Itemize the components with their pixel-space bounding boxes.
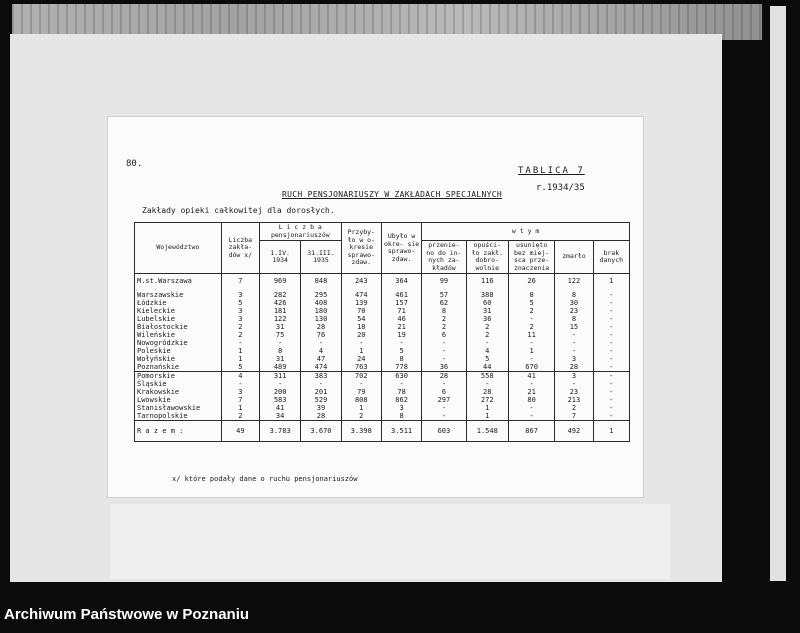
table-cell: 7 xyxy=(221,274,259,286)
table-cell: 26 xyxy=(508,274,554,286)
table-cell: 426 xyxy=(259,299,300,307)
table-cell: 122 xyxy=(555,274,593,286)
table-cell: 116 xyxy=(466,274,508,286)
table-row xyxy=(135,380,630,388)
table-cell: 630 xyxy=(381,372,421,381)
table-cell: 3 xyxy=(555,355,593,363)
table-cell: 28 xyxy=(466,388,508,396)
table-cell: 34 xyxy=(259,412,300,421)
table-cell: 41 xyxy=(259,404,300,412)
table-cell: 4 xyxy=(221,372,259,381)
table-cell: 461 xyxy=(381,291,421,299)
table-cell: 99 xyxy=(422,274,466,286)
row-label: Warszawskie xyxy=(135,291,222,299)
table-row xyxy=(135,388,630,396)
table-cell: 62 xyxy=(422,299,466,307)
table-cell: 47 xyxy=(301,355,341,363)
table-cell: 31 xyxy=(259,355,300,363)
table-cell: 75 xyxy=(259,331,300,339)
table-cell: 489 xyxy=(259,363,300,372)
table-cell: 21 xyxy=(508,388,554,396)
table-cell: 1 xyxy=(508,347,554,355)
table-cell: - xyxy=(593,355,629,363)
table-cell: 130 xyxy=(301,315,341,323)
table-cell: 213 xyxy=(555,396,593,404)
table-cell: 181 xyxy=(259,307,300,315)
table-cell: 2 xyxy=(466,331,508,339)
table-row xyxy=(135,396,630,404)
header-liczba-zakladow: Liczba zakła- dów x/ xyxy=(221,223,259,274)
table-cell: 2 xyxy=(221,412,259,421)
row-label: Tarnopolskie xyxy=(135,412,222,421)
table-row xyxy=(135,412,630,421)
row-label: Lwowskie xyxy=(135,396,222,404)
header-w-tym: w t y m xyxy=(422,223,630,241)
table-cell: 8 xyxy=(381,412,421,421)
table-cell: 7 xyxy=(555,412,593,421)
header-usunieto: usunięto bez miej- sca prze- znaczenia xyxy=(508,241,554,274)
table-cell: 28 xyxy=(422,372,466,381)
table-cell: 71 xyxy=(381,307,421,315)
table-cell: 46 xyxy=(381,315,421,323)
table-cell: 670 xyxy=(508,363,554,372)
table-cell: 8 xyxy=(555,315,593,323)
table-cell: 8 xyxy=(508,291,554,299)
table-cell: 3 xyxy=(381,404,421,412)
table-cell: - xyxy=(593,299,629,307)
table-cell: - xyxy=(593,363,629,372)
table-row xyxy=(135,323,630,331)
table-cell: - xyxy=(555,347,593,355)
table-cell: 2 xyxy=(341,412,381,421)
table-cell: - xyxy=(259,380,300,388)
table-cell: - xyxy=(422,339,466,347)
table-cell: 1 xyxy=(341,347,381,355)
document-subtitle: Zakłady opieki całkowitej dla dorosłych. xyxy=(142,206,335,215)
archive-caption: Archiwum Państwowe w Poznaniu xyxy=(4,606,250,623)
header-przeniesiono: przenie- no do in- nych za- kładów xyxy=(422,241,466,274)
table-cell: 969 xyxy=(259,274,300,286)
table-cell: 3 xyxy=(555,372,593,381)
table-cell: 201 xyxy=(301,388,341,396)
header-ubylo: Ubyło w okre- sie sprawo- zdaw. xyxy=(381,223,421,274)
table-cell: - xyxy=(508,380,554,388)
table-cell: - xyxy=(301,380,341,388)
table-cell: 180 xyxy=(301,307,341,315)
table-cell: 28 xyxy=(301,412,341,421)
header-wojewodztwo: Województwo xyxy=(135,223,222,274)
document-sheet xyxy=(108,117,643,497)
table-cell: 23 xyxy=(555,307,593,315)
table-cell: 2 xyxy=(555,404,593,412)
table-cell: - xyxy=(259,339,300,347)
table-cell: 5 xyxy=(466,355,508,363)
year-label: r.1934/35 xyxy=(536,183,585,193)
table-cell: 383 xyxy=(301,372,341,381)
table-cell: 282 xyxy=(259,291,300,299)
table-cell: - xyxy=(593,339,629,347)
table-cell: 2 xyxy=(466,323,508,331)
table-cell: 8 xyxy=(555,291,593,299)
total-cell: 1 xyxy=(593,421,629,442)
table-cell: 8 xyxy=(259,347,300,355)
table-cell: 5 xyxy=(508,299,554,307)
row-label: Lubelskie xyxy=(135,315,222,323)
right-page-edge xyxy=(770,6,786,581)
table-cell: 39 xyxy=(301,404,341,412)
table-cell: - xyxy=(555,331,593,339)
table-cell: - xyxy=(508,412,554,421)
table-cell: 5 xyxy=(221,299,259,307)
table-row xyxy=(135,315,630,323)
total-cell: 3.783 xyxy=(259,421,300,442)
table-cell: 5 xyxy=(221,363,259,372)
table-cell: - xyxy=(508,404,554,412)
row-label: Wileńskie xyxy=(135,331,222,339)
table-cell: 57 xyxy=(422,291,466,299)
table-cell: 41 xyxy=(508,372,554,381)
table-cell: - xyxy=(593,307,629,315)
header-date-2: 31.III. 1935 xyxy=(301,241,341,274)
total-cell: 1.548 xyxy=(466,421,508,442)
table-cell: 1 xyxy=(341,404,381,412)
table-cell: 70 xyxy=(341,307,381,315)
table-row xyxy=(135,404,630,412)
table-cell: - xyxy=(508,339,554,347)
table-cell: - xyxy=(593,291,629,299)
table-cell: 583 xyxy=(259,396,300,404)
table-row xyxy=(135,291,630,299)
table-cell: - xyxy=(466,380,508,388)
table-cell: - xyxy=(422,380,466,388)
table-cell: 20 xyxy=(341,331,381,339)
row-label: Pomorskie xyxy=(135,372,222,381)
table-row xyxy=(135,331,630,339)
header-przybylo: Przyby- ło w o- kresie sprawo- zdaw. xyxy=(341,223,381,274)
table-cell: 2 xyxy=(422,323,466,331)
total-cell: 492 xyxy=(555,421,593,442)
table-cell: - xyxy=(466,339,508,347)
table-cell: 23 xyxy=(555,388,593,396)
table-cell: 808 xyxy=(341,396,381,404)
table-cell: - xyxy=(341,339,381,347)
table-cell: 122 xyxy=(259,315,300,323)
table-cell: - xyxy=(593,380,629,388)
row-label: M.st.Warszawa xyxy=(135,274,222,286)
row-label: Wołyńskie xyxy=(135,355,222,363)
table-cell: 2 xyxy=(508,323,554,331)
table-cell: 6 xyxy=(422,331,466,339)
row-label: Kieleckie xyxy=(135,307,222,315)
table-cell: 11 xyxy=(508,331,554,339)
table-cell: 24 xyxy=(341,355,381,363)
table-cell: 702 xyxy=(341,372,381,381)
table-cell: 3 xyxy=(221,307,259,315)
header-brak-danych: brak danych xyxy=(593,241,629,274)
table-cell: - xyxy=(422,347,466,355)
table-cell: - xyxy=(593,347,629,355)
table-cell: 30 xyxy=(555,299,593,307)
table-cell: 44 xyxy=(466,363,508,372)
total-cell: 867 xyxy=(508,421,554,442)
table-row xyxy=(135,363,630,372)
table-cell: 54 xyxy=(341,315,381,323)
table-cell: 763 xyxy=(341,363,381,372)
total-row xyxy=(135,421,630,442)
table-row xyxy=(135,307,630,315)
table-cell: 8 xyxy=(422,307,466,315)
table-cell: 60 xyxy=(466,299,508,307)
table-cell: 8 xyxy=(381,355,421,363)
total-cell: 603 xyxy=(422,421,466,442)
table-cell: 243 xyxy=(341,274,381,286)
table-cell: - xyxy=(555,380,593,388)
table-cell: 778 xyxy=(381,363,421,372)
table-row xyxy=(135,274,630,286)
table-cell: 3 xyxy=(221,388,259,396)
table-cell: 2 xyxy=(221,331,259,339)
footnote: x/ które podały dane o ruchu pensjonariuszów xyxy=(172,475,358,483)
header-opuscilo: opuści- ło zakł. dobro- wolnie xyxy=(466,241,508,274)
header-liczba-pensjonariuszy: L i c z b a pensjonariuszów xyxy=(259,223,341,241)
table-cell: - xyxy=(422,404,466,412)
row-label: Nowogródzkie xyxy=(135,339,222,347)
row-label: Krakowskie xyxy=(135,388,222,396)
table-cell: - xyxy=(508,315,554,323)
table-cell: 79 xyxy=(341,388,381,396)
table-cell: 862 xyxy=(381,396,421,404)
table-row xyxy=(135,299,630,307)
total-cell: 3.511 xyxy=(381,421,421,442)
table-cell: 1 xyxy=(221,347,259,355)
table-cell: 36 xyxy=(422,363,466,372)
statistics-table xyxy=(134,222,630,442)
table-cell: 272 xyxy=(466,396,508,404)
total-cell: 3.398 xyxy=(341,421,381,442)
table-cell: 139 xyxy=(341,299,381,307)
table-cell: 36 xyxy=(466,315,508,323)
table-cell: - xyxy=(381,380,421,388)
table-cell: 2 xyxy=(221,323,259,331)
row-label: Śląskie xyxy=(135,380,222,388)
table-cell: 311 xyxy=(259,372,300,381)
table-cell: 297 xyxy=(422,396,466,404)
row-label: Poznańskie xyxy=(135,363,222,372)
table-cell: 558 xyxy=(466,372,508,381)
table-cell: 200 xyxy=(259,388,300,396)
row-label: Poleskie xyxy=(135,347,222,355)
table-cell: - xyxy=(301,339,341,347)
table-cell: 1 xyxy=(221,355,259,363)
table-cell: 31 xyxy=(466,307,508,315)
table-cell: 364 xyxy=(381,274,421,286)
table-cell: 157 xyxy=(381,299,421,307)
total-label: R a z e m : xyxy=(135,421,222,442)
table-cell: 31 xyxy=(259,323,300,331)
table-cell: - xyxy=(341,380,381,388)
table-cell: 80 xyxy=(508,396,554,404)
table-cell: 2 xyxy=(508,307,554,315)
header-zmarlo: zmarło xyxy=(555,241,593,274)
table-cell: 21 xyxy=(381,323,421,331)
table-row xyxy=(135,372,630,381)
table-label: TABLICA 7 xyxy=(518,166,585,176)
table-cell: 474 xyxy=(341,291,381,299)
table-cell: 3 xyxy=(221,315,259,323)
table-cell: 4 xyxy=(301,347,341,355)
table-cell: 848 xyxy=(301,274,341,286)
table-cell: 1 xyxy=(593,274,629,286)
table-cell: 5 xyxy=(381,347,421,355)
table-cell: - xyxy=(593,323,629,331)
table-cell: 78 xyxy=(381,388,421,396)
table-cell: - xyxy=(593,412,629,421)
table-cell: - xyxy=(381,339,421,347)
header-date-1: 1.IV. 1934 xyxy=(259,241,300,274)
row-label: Białostockie xyxy=(135,323,222,331)
table-cell: - xyxy=(422,412,466,421)
table-cell: 3 xyxy=(221,291,259,299)
table-cell: 295 xyxy=(301,291,341,299)
table-cell: 474 xyxy=(301,363,341,372)
table-cell: 15 xyxy=(555,323,593,331)
table-body xyxy=(135,274,630,421)
table-cell: 76 xyxy=(301,331,341,339)
table-cell: - xyxy=(593,404,629,412)
table-cell: 408 xyxy=(301,299,341,307)
table-cell: - xyxy=(593,388,629,396)
lower-page-fragment xyxy=(110,504,670,579)
table-cell: 529 xyxy=(301,396,341,404)
table-cell: - xyxy=(593,372,629,381)
table-cell: - xyxy=(593,315,629,323)
table-row xyxy=(135,347,630,355)
table-cell: 28 xyxy=(301,323,341,331)
table-cell: - xyxy=(555,339,593,347)
table-cell: - xyxy=(221,339,259,347)
table-cell: 1 xyxy=(466,404,508,412)
table-cell: - xyxy=(508,355,554,363)
table-cell: - xyxy=(593,331,629,339)
table-cell: - xyxy=(221,380,259,388)
table-cell: - xyxy=(593,396,629,404)
page-number: 80. xyxy=(126,159,143,169)
table-cell: - xyxy=(422,355,466,363)
table-cell: 6 xyxy=(422,388,466,396)
table-cell: 4 xyxy=(466,347,508,355)
table-row xyxy=(135,339,630,347)
table-row xyxy=(135,355,630,363)
table-cell: 7 xyxy=(221,396,259,404)
total-cell: 49 xyxy=(221,421,259,442)
total-cell: 3.670 xyxy=(301,421,341,442)
table-cell: 19 xyxy=(381,331,421,339)
document-title: RUCH PENSJONARIUSZY W ZAKŁADACH SPECJALNYCH xyxy=(282,190,503,199)
table-cell: 28 xyxy=(555,363,593,372)
table-cell: 1 xyxy=(466,412,508,421)
table-cell: 18 xyxy=(341,323,381,331)
table-cell: 388 xyxy=(466,291,508,299)
table-cell: 1 xyxy=(221,404,259,412)
row-label: Stanisławowskie xyxy=(135,404,222,412)
table-cell: 2 xyxy=(422,315,466,323)
row-label: Łódzkie xyxy=(135,299,222,307)
